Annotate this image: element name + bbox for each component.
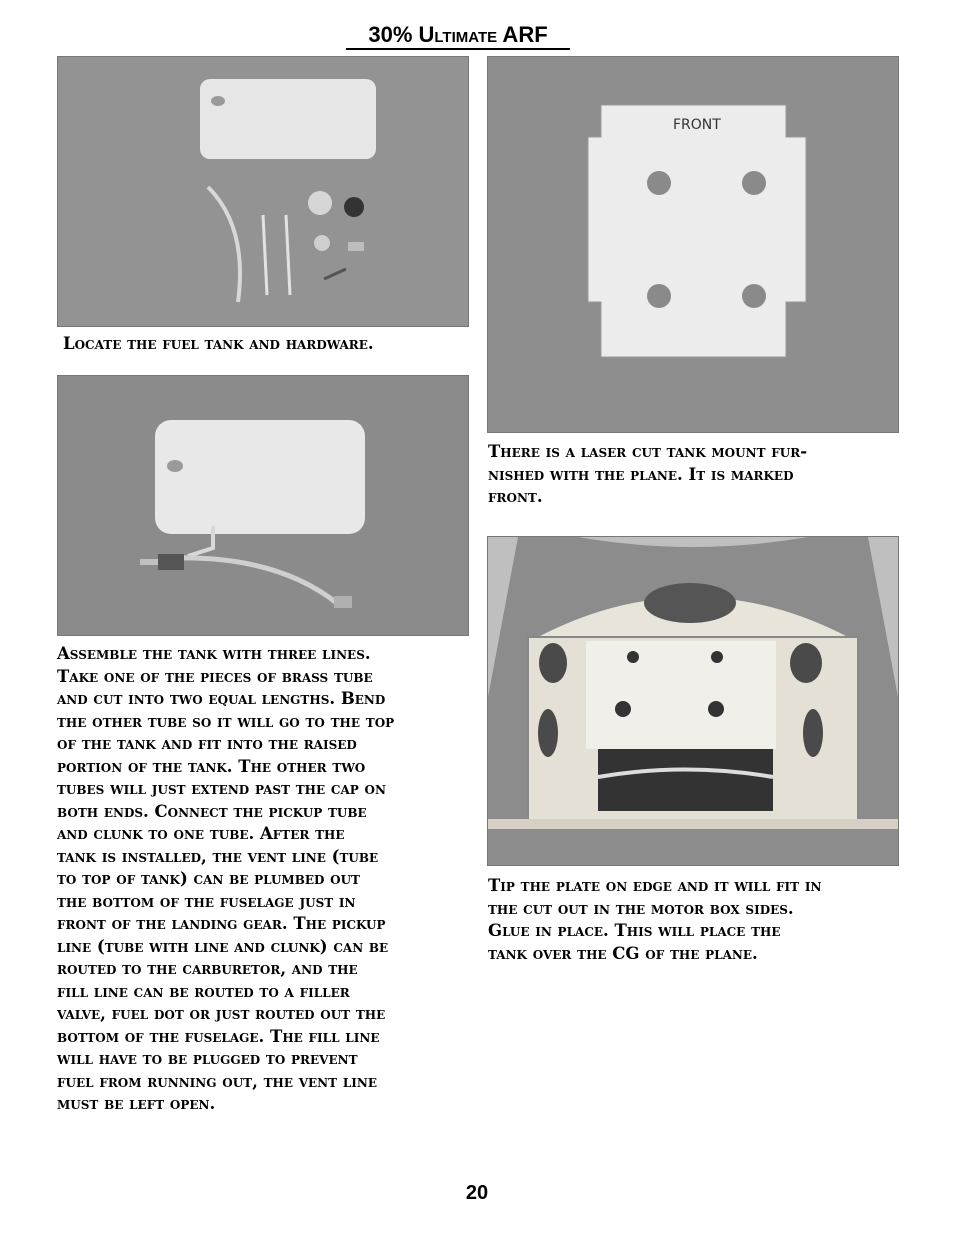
caption-line: bottom of the fuselage. The fill line xyxy=(57,1026,380,1046)
caption-line: nished with the plane. It is marked xyxy=(488,464,794,484)
caption-line: and clunk to one tube. After the xyxy=(57,824,345,843)
caption-line: Take one of the pieces of brass tube xyxy=(57,666,373,686)
page-title: 30% Ultimate ARF xyxy=(346,22,570,50)
caption-line: Locate the fuel tank and hardware. xyxy=(63,334,374,353)
caption-line: portion of the tank. The other two xyxy=(57,756,366,776)
caption-line: of the tank and fit into the raised xyxy=(57,734,357,753)
caption-line: the cut out in the motor box sides. xyxy=(488,898,794,918)
caption-line: There is a laser cut tank mount fur- xyxy=(488,442,808,461)
caption-line: the bottom of the fuselage just in xyxy=(57,891,356,911)
caption-line: to top of tank) can be plumbed out xyxy=(57,869,360,888)
caption-line: tank is installed, the vent line (tube xyxy=(57,846,379,866)
caption-line: the other tube so it will go to the top xyxy=(57,711,395,731)
caption-line: must be left open. xyxy=(57,1094,216,1113)
caption-line: fill line can be routed to a filler xyxy=(57,981,350,1001)
caption-line: will have to be plugged to prevent xyxy=(57,1049,358,1068)
caption-mount xyxy=(488,441,807,509)
photo-assembled-tank xyxy=(57,375,469,636)
photo-tank-mount xyxy=(487,56,899,433)
mount-front-marking: FRONT xyxy=(673,117,721,133)
caption-line: front of the landing gear. The pickup xyxy=(57,914,386,933)
caption-line: tank over the CG of the plane. xyxy=(488,943,758,963)
photo-fuel-tank-hardware xyxy=(57,56,469,327)
caption-line: Assemble the tank with three lines. xyxy=(57,644,371,663)
caption-locate xyxy=(63,333,374,356)
caption-line: Glue in place. This will place the xyxy=(488,921,781,940)
caption-line: tubes will just extend past the cap on xyxy=(57,779,386,798)
caption-line: both ends. Connect the pickup tube xyxy=(57,801,367,821)
caption-line: valve, fuel dot or just routed out the xyxy=(57,1004,386,1023)
caption-line: fuel from running out, the vent line xyxy=(57,1071,377,1091)
caption-line: and cut into two equal lengths. Bend xyxy=(57,689,386,708)
caption-tip xyxy=(488,875,821,965)
caption-assemble xyxy=(57,643,394,1116)
caption-line: front. xyxy=(488,487,543,506)
caption-line: routed to the carburetor, and the xyxy=(57,959,358,978)
caption-line: line (tube with line and clunk) can be xyxy=(57,936,389,956)
page-number: 20 xyxy=(465,1182,489,1204)
caption-line: Tip the plate on edge and it will fit in xyxy=(488,876,822,895)
photo-motor-box-installed xyxy=(487,536,899,866)
